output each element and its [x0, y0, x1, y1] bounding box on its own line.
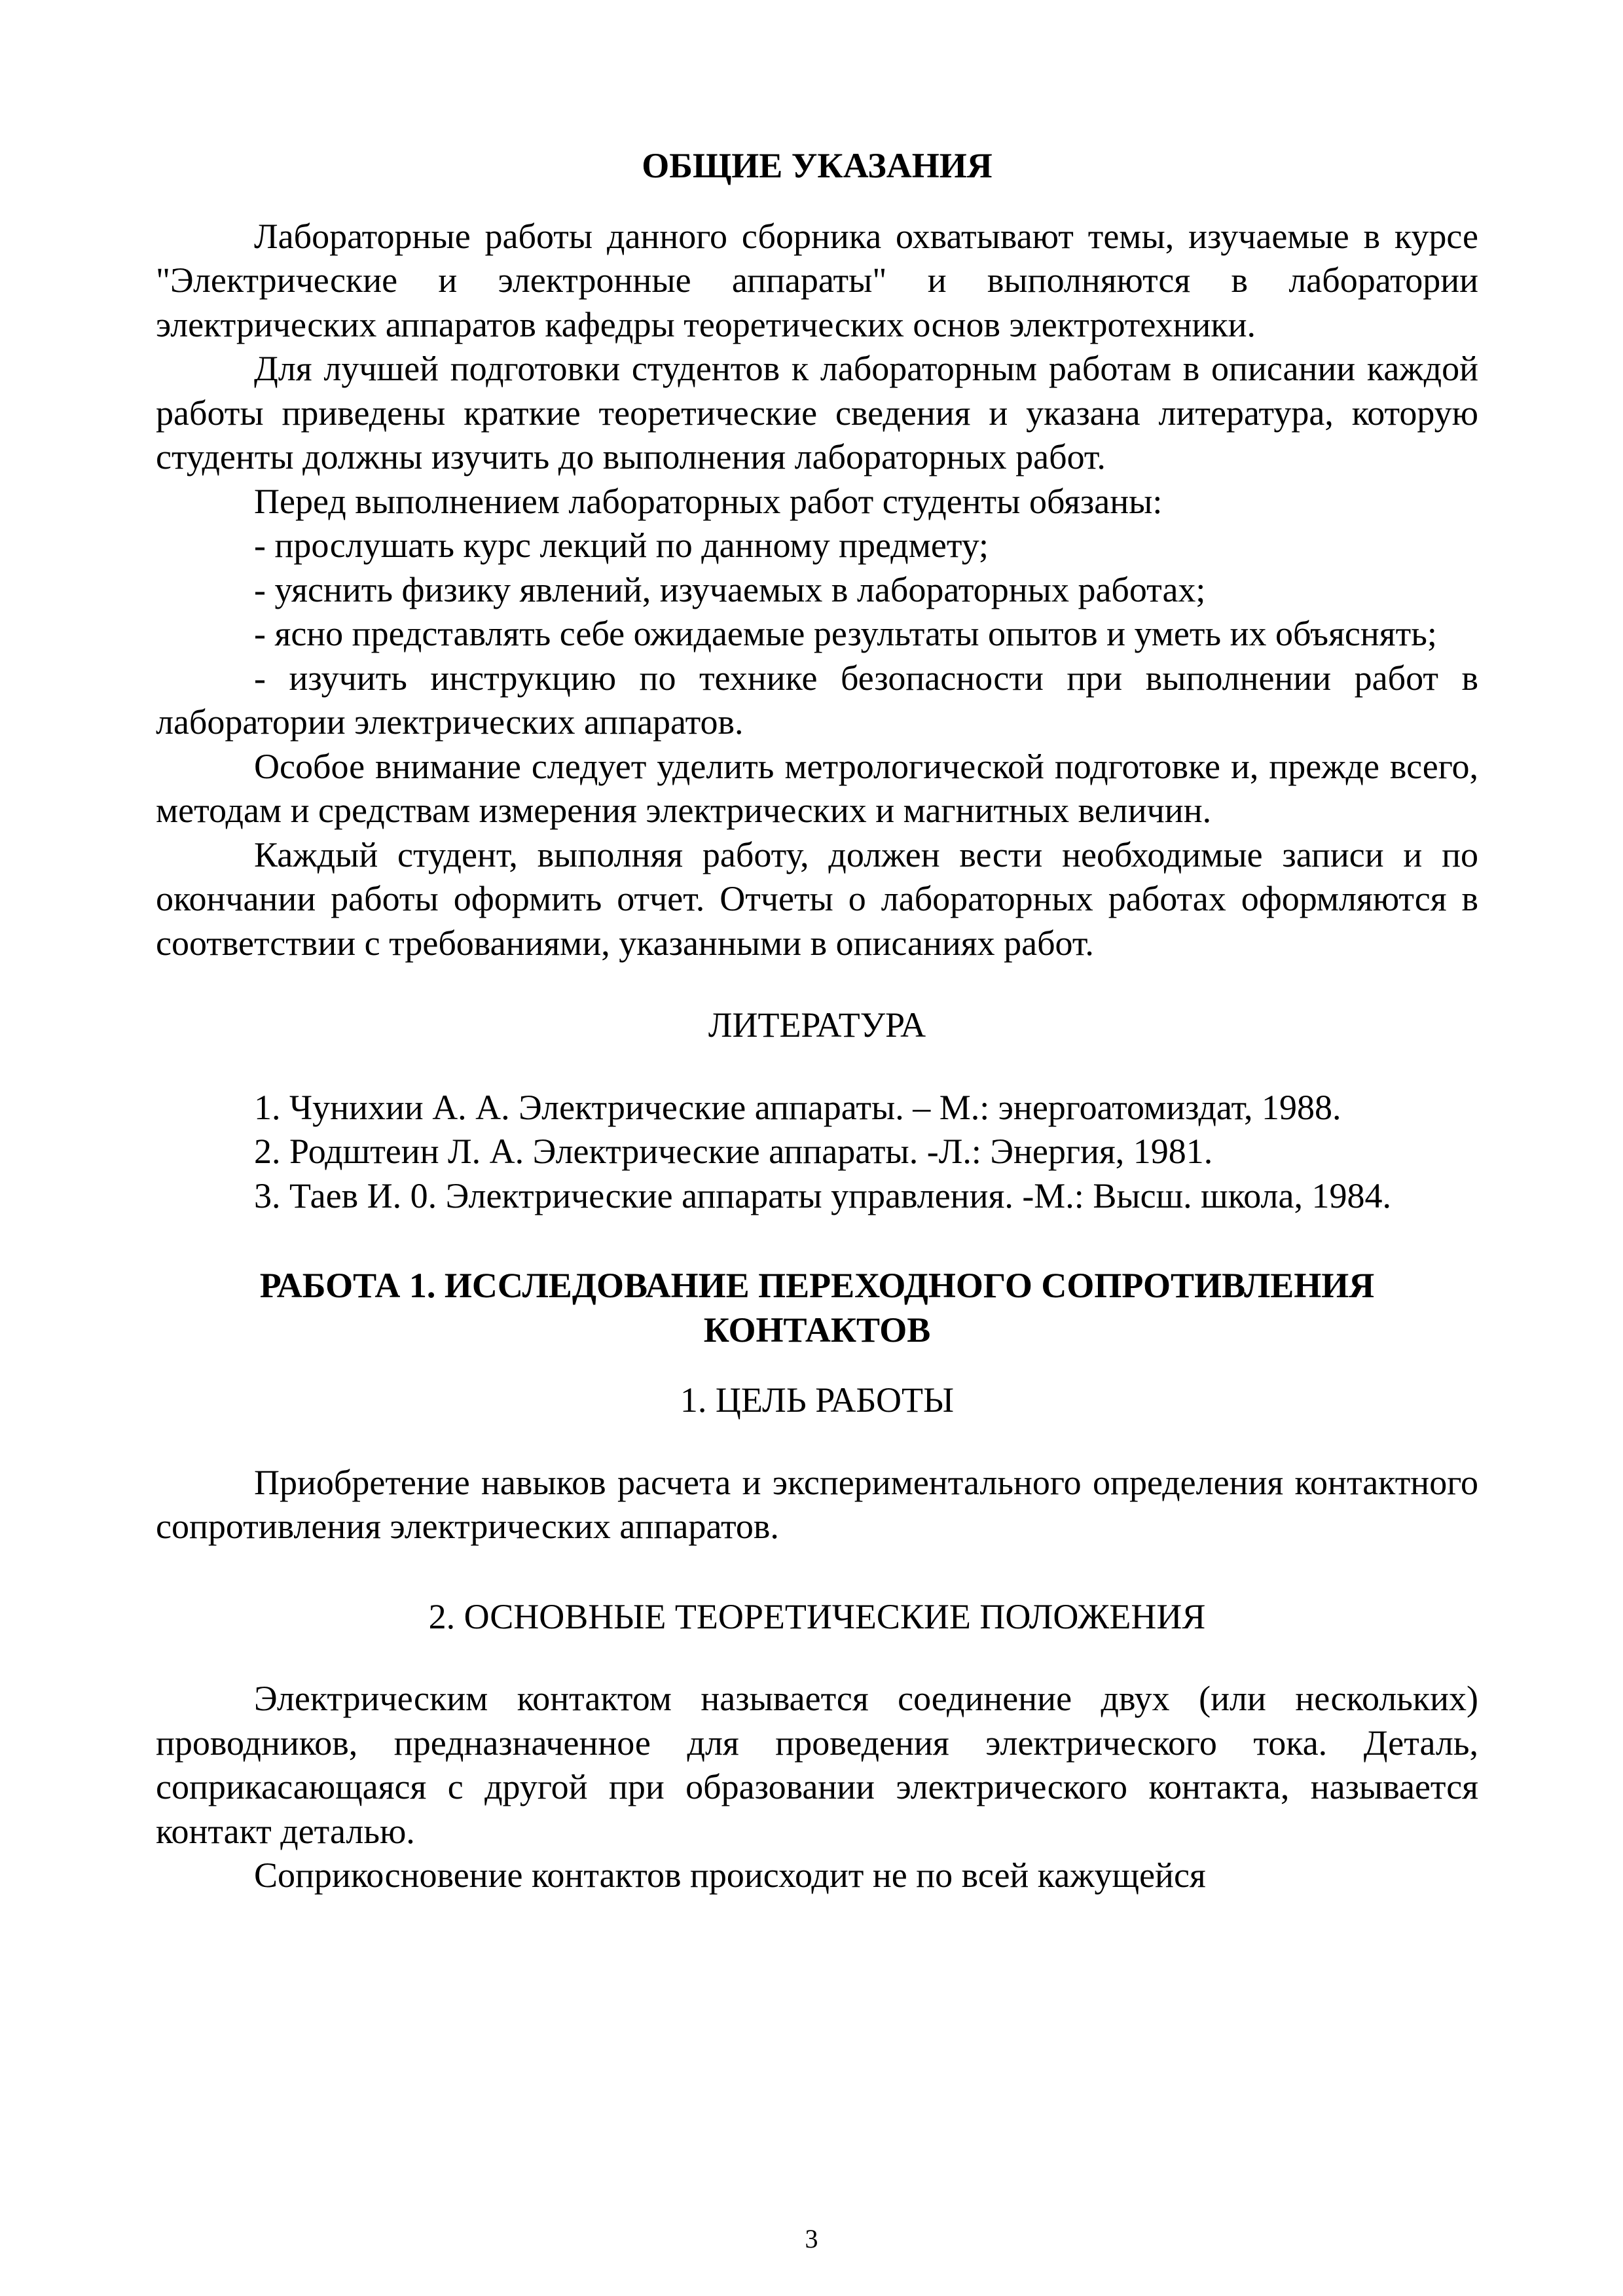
section2-title: 2. ОСНОВНЫЕ ТЕОРЕТИЧЕСКИЕ ПОЛОЖЕНИЯ — [428, 1596, 1206, 1636]
page-content — [156, 144, 1478, 1898]
literature-item-3: 3. Таев И. 0. Электрические аппараты управления. -М.: Высш. школа, 1984. — [254, 1175, 1391, 1215]
section1-text: Приобретение навыков расчета и экспериментального определения контактного сопротивления электрических аппаратов. — [156, 1462, 1478, 1546]
page-number: 3 — [805, 2224, 818, 2253]
literature-item-1: 1. Чунихии А. А. Электрические аппараты. – М.: энергоатомиздат, 1988. — [254, 1087, 1341, 1127]
work1-title-line1: РАБОТА 1. ИССЛЕДОВАНИЕ ПЕРЕХОДНОГО СОПРОТИВЛЕНИЯ — [259, 1266, 1375, 1305]
duty-item-4: - изучить инструкцию по технике безопасности при выполнении работ в лаборатории электрических аппаратов. — [156, 658, 1478, 742]
general-paragraph-3: Перед выполнением лабораторных работ студенты обязаны: — [254, 481, 1163, 521]
general-paragraph-5: Каждый студент, выполняя работу, должен вести необходимые записи и по окончании работы оформить отчет. Отчеты о лабораторных работах оформляются в соответствии с требованиями, указанными в описаниях работ. — [156, 834, 1478, 963]
duty-item-1: - прослушать курс лекций по данному предмету; — [254, 526, 989, 565]
literature-item-2: 2. Родштеин Л. А. Электрические аппараты. -Л.: Энергия, 1981. — [254, 1132, 1213, 1171]
work1-title-line2: КОНТАКТОВ — [703, 1310, 931, 1350]
duty-item-3: - ясно представлять себе ожидаемые результаты опытов и уметь их объяснять; — [254, 614, 1437, 653]
general-paragraph-1: Лабораторные работы данного сборника охватывают темы, изучаемые в курсе "Электрические и электронные аппараты" и выполняются в лаборатории электрических аппаратов кафедры теоретических основ электротехники. — [156, 216, 1478, 344]
duty-item-2: - уяснить физику явлений, изучаемых в лабораторных работах; — [254, 569, 1206, 609]
section2-paragraph-1: Электрическим контактом называется соединение двух (или нескольких) проводников, предназначенное для проведения электрического тока. Деталь, соприкасающаяся с другой при образовании электрического контакта, называется контакт деталью. — [156, 1679, 1478, 1851]
literature-title: ЛИТЕРАТУРА — [708, 1005, 926, 1045]
general-paragraph-4: Особое внимание следует уделить метрологической подготовке и, прежде всего, методам и средствам измерения электрических и магнитных величин. — [156, 746, 1478, 830]
general-title: ОБЩИЕ УКАЗАНИЯ — [642, 146, 993, 185]
section2-paragraph-2: Соприкосновение контактов происходит не по всей кажущейся — [254, 1856, 1206, 1895]
section1-title: 1. ЦЕЛЬ РАБОТЫ — [680, 1380, 955, 1420]
general-paragraph-2: Для лучшей подготовки студентов к лабораторным работам в описании каждой работы приведены краткие теоретические сведения и указана литература, которую студенты должны изучить до выполнения лабораторных работ. — [156, 349, 1478, 476]
